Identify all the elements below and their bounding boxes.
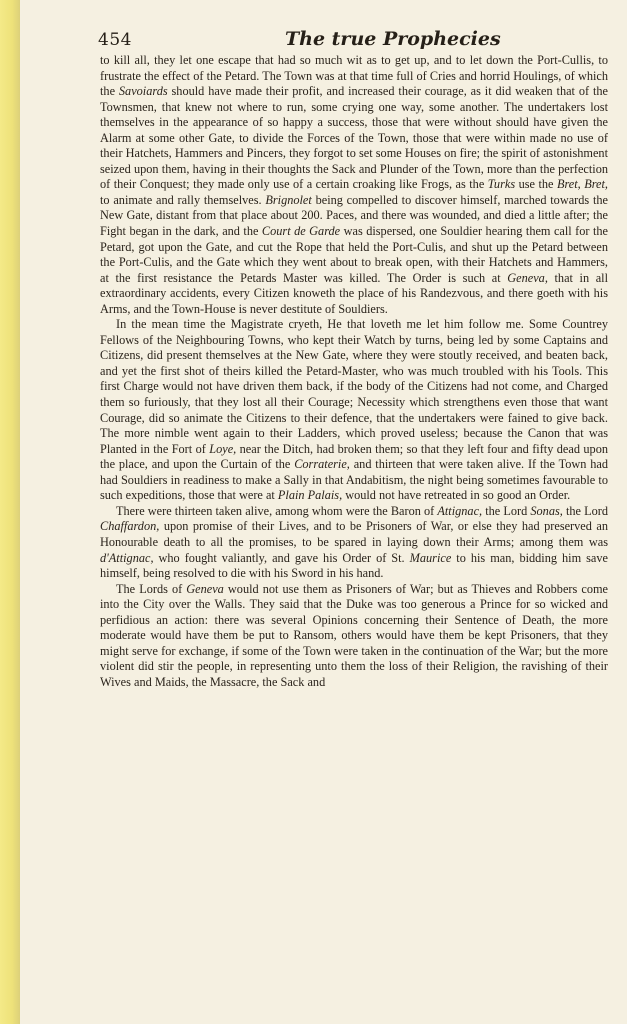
book-binding-edge	[0, 0, 20, 1024]
text-run: to his man, bidding him save himself, being resolved to die with his Sword in his hand.	[100, 550, 608, 581]
text-run: would not have retreated in so good an Order.	[342, 488, 571, 503]
italic-text: Maurice	[409, 550, 452, 565]
text-run: near the Ditch, had broken them; so that they left four and fifty dead upon the place, and upon the Curtain of the	[100, 441, 608, 472]
text-run: the Lord	[562, 503, 608, 518]
italic-text: Plain Palais,	[277, 488, 343, 503]
italic-text: Sonas,	[530, 503, 563, 518]
paragraph	[100, 504, 608, 582]
italic-text: Court de Garde	[261, 224, 341, 239]
text-run: use the	[515, 177, 557, 192]
italic-text: Brignolet	[265, 192, 312, 207]
italic-text: Geneva,	[507, 270, 548, 285]
text-run: The Lords of	[116, 581, 187, 596]
paragraph	[100, 317, 608, 504]
paragraph	[100, 582, 608, 691]
italic-text: Savoiards	[118, 84, 168, 99]
italic-text: Corraterie,	[294, 457, 350, 472]
text-run: that in all extraordinary accidents, every Citizen knoweth the place of his Randezvous, and there goeth with his Arms, and the Town-House is never destitute of Souldiers.	[100, 270, 608, 316]
text-run: the Lord	[482, 503, 531, 518]
text-run: was dispersed, one Souldier hearing them call for the Petard, got upon the Gate, and cut the Rope that held the Port-Culis, and shut up the Petard between the Port-Culis, and the Gate which they went about to break open, with their Hatchets and Hammers, at the first resistance the Petards Master was killed. The Order is such at	[100, 224, 609, 285]
italic-text: Turks	[487, 177, 516, 192]
text-run: and thirteen that were taken alive. If the Town had had Souldiers in readiness to make a Sally in that Andabitism, the night being sometimes favourable to such expeditions, those that were at	[100, 457, 609, 503]
italic-text: Bret, Bret,	[556, 177, 609, 192]
body-text	[100, 53, 608, 690]
italic-text: d'Attignac,	[100, 550, 154, 565]
italic-text: Attignac,	[437, 503, 483, 518]
text-run: There were thirteen taken alive, among whom were the Baron of	[116, 503, 438, 518]
running-title: The true Prophecies	[285, 28, 501, 50]
page-number: 454	[98, 30, 132, 50]
text-run: would not use them as Prisoners of War; but as Thieves and Robbers come into the City over the Walls. They said that the Duke was too generous a Prince for so wicked and perfidious an action: there was several Opinions concerning their Sentence of Death, the more moderate would have them be put to Ransom, others would have them be kept Prisoners, that they might serve for exchange, if some of the Town were taken in the continuation of the War; but the more violent did stir the people, in representing unto them the loss of their Religion, the ravishing of their Wives and Maids, the Massacre, the Sack and	[100, 581, 608, 689]
text-run: who fought valiantly, and gave his Order of St.	[153, 550, 410, 565]
text-run: to kill all, they let one escape that had so much wit as to get up, and to let down the Port-Cullis, to frustrate the effect of the Petard. The Town was at that time full of Cries and horrid Houlings, of which the	[100, 53, 608, 99]
text-run: to animate and rally themselves.	[100, 192, 266, 207]
text-run: should have made their profit, and increased their courage, as it did weaken that of the Townsmen, that knew not where to run, some crying one way, some another. The undertakers lost themselves in the appearance of so happy a success, those that were without should have given the Alarm at some other Gate, to divide the Forces of the Town, those that were within made no use of their Hatchets, Hammers and Pincers, they forgot to set some Houses on fire; the spirit of astonishment seized upon them, having in their thoughts the Sack and Plunder of the Town, more than the perfection of their Conquest; they made only use of a certain croaking like Frogs, as the	[100, 84, 608, 192]
italic-text: Geneva	[186, 581, 224, 596]
page-header	[98, 28, 608, 54]
italic-text: Chaffardon,	[100, 519, 160, 534]
text-run: upon promise of their Lives, and to be Prisoners of War, or else they had preserved an Honourable death to all the promises, to be spared in laying down their Arms; among them was	[100, 519, 608, 549]
text-run: being compelled to discover himself, marched towards the New Gate, distant from that place about 200. Paces, and there was wounded, and died a little after; the Fight began in the dark, and the	[100, 192, 608, 239]
italic-text: Loye,	[209, 441, 237, 456]
paragraph	[100, 53, 608, 317]
text-run: In the mean time the Magistrate cryeth, He that loveth me let him follow me. Some Countrey Fellows of the Neighbouring Towns, who kept their Watch by turns, being led by some Captains and Citizens, did present themselves at the New Gate, where they were stoutly received, and beaten back, and yet the first shot of theirs killed the Petard-Master, who was much troubled with his Tools. This first Charge would not have driven them back, if the body of the Citizens had not come, and Charged them so furiously, that they lost all their Courage; Necessity which strengthens even those that want Courage, did so animate the Citizens to their defence, that the undertakers were fained to give back. The more nimble went again to their Ladders, which proved useless; because the Canon that was Planted in the Fort of	[100, 317, 608, 456]
